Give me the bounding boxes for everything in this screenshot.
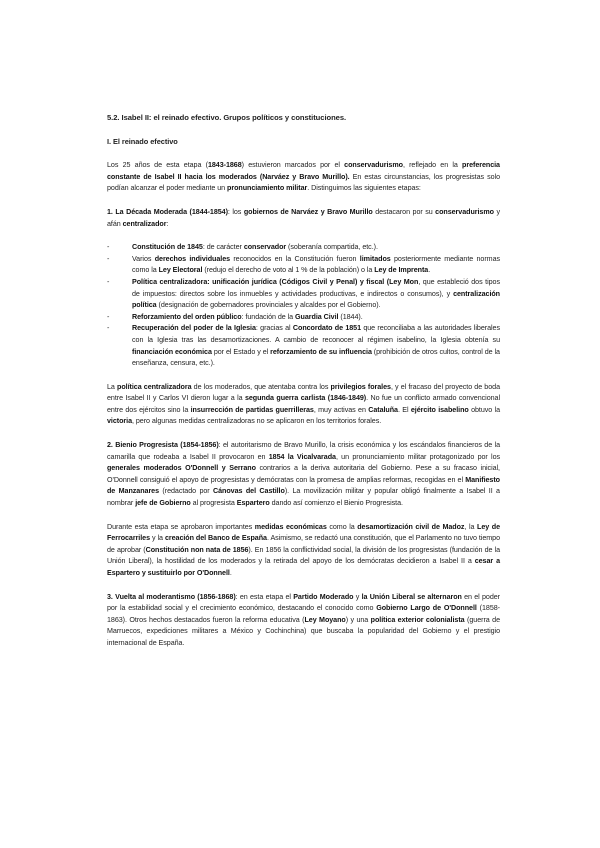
bold-run: medidas económicas [254,522,327,531]
bold-run: Gobierno Largo de O'Donnell [376,604,477,613]
bold-run: desamortización civil de Madoz [357,522,465,531]
bold-run: Constitución non nata de 1856 [145,545,249,554]
return-to-moderantism-paragraph: 3. Vuelta al moderantismo (1856-1868): en esta etapa el Partido Moderado y la Unión Liberal se alternaron en el poder por la estabilidad social y el crecimiento económico, destacando el conocido como Gobierno Largo de O'Donnell (1858-1863). Otros hechos destacados fueron la reforma educativa (Ley Moyano) y una política exterior colonialista (guerra de Marruecos, expediciones militares a México y Cochinchina) que buscaba la popularidad del Gobierno y el prestigio internacional de España. [107,592,500,647]
list-bullet: - [107,312,110,321]
bold-run: centralizador [122,219,167,228]
bold-run: Cánovas del Castillo [213,487,285,496]
bold-run: segunda guerra carlista (1846-1849) [244,394,367,403]
list-bullet: - [107,254,110,263]
bold-run: Recuperación del poder de la Iglesia [132,324,256,333]
bold-run: creación del Banco de España [164,534,267,543]
list-item-text: Recuperación del poder de la Iglesia: gracias al Concordato de 1851 que reconciliaba a las autoridades liberales con la Iglesia tras las desamortizaciones. A cambio de reconocer al régimen isabelino, la Iglesia obtenía su financiación económica por el Estado y el reforzamiento de su influencia (prohibición de otros cultos, control de la enseñanza, censura, etc.). [132,324,500,368]
bold-run: 2. Bienio Progresista (1854-1856) [107,441,219,450]
bold-run: la Vicalvarada [287,452,336,461]
list-item [107,277,500,312]
bold-run: la Unión Liberal se alternaron [361,592,462,601]
bold-run: ejército isabelino [410,405,469,414]
list-item [107,254,500,277]
list-item-text: Reforzamiento del orden público: fundación de la Guardia Civil (1844). [132,312,363,321]
bold-run: Espartero [236,499,270,508]
intro-paragraph: Los 25 años de esta etapa (1843-1868) estuvieron marcados por el conservadurismo, reflejado en la preferencia constante de Isabel II hacia los moderados (Narváez y Bravo Murillo). En estas circunstancias, los progresistas solo podían alcanzar el poder mediante un pronunciamiento militar. Distinguimos las siguientes etapas: [107,161,500,193]
bold-run: financiación económica [132,347,212,356]
bold-run: conservadurismo [435,207,494,216]
bold-run: Reforzamiento del orden público [132,312,242,321]
list-item-text: Varios derechos individuales reconocidos en la Constitución fueron limitados posteriormente mediante normas como la Ley Electoral (redujo el derecho de voto al 1 % de la población) o la Ley de Imprenta. [132,254,501,275]
bold-run: reforzamiento de su influencia [270,347,372,356]
bold-run: cesar a Espartero y sustituirlo por O'Donnell [107,557,500,577]
bold-run: pronunciamiento militar [227,184,308,193]
bold-run: Ley de Imprenta [374,266,429,275]
bold-run: Manifiesto de Manzanares [107,475,500,496]
list-bullet: - [107,324,110,333]
bold-run: Ley de Ferrocarriles [107,522,500,543]
bold-run: Cataluña [368,405,398,414]
bold-run: Partido Moderado [293,592,354,601]
bold-run: conservador [243,243,287,252]
bold-run: política exterior colonialista [370,615,465,624]
progressive-biennium-paragraph: 2. Bienio Progresista (1854-1856): el autoritarismo de Bravo Murillo, la crisis económica y los escándalos financieros de la camarilla que rodeaba a Isabel II provocaron en 1854 la Vicalvarada, un pronunciamiento militar protagonizado por los generales moderados O'Donnell y Serrano contrarios a la deriva autoritaria del Gobierno. Pese a su fracaso inicial, O'Donnell consiguió el apoyo de progresistas y demócratas con la promesa de amplias reformas, recogidas en el Manifiesto de Manzanares (redactado por Cánovas del Castillo). La movilización militar y popular obligó finalmente a Isabel II a nombrar jefe de Gobierno al progresista Espartero dando así comienzo el Bienio Progresista. [107,441,501,508]
carlist-war-paragraph: La política centralizadora de los moderados, que atentaba contra los privilegios forales, y el fracaso del proyecto de boda entre Isabel II y Carlos VI dieron lugar a la segunda guerra carlista (1846-1849). No fue un conflicto armado convencional entre dos ejércitos sino la insurrección de partidas guerrilleras, muy activas en Cataluña. El ejército isabelino obtuvo la victoria, pero algunas medidas centralizadoras no se aplicaron en los territorios forales. [107,382,501,426]
list-item [107,323,500,369]
moderate-decade-list [107,242,500,370]
list-item-text: Política centralizadora: unificación jurídica (Códigos Civil y Penal) y fiscal (Ley Mon, que estableció dos tipos de impuestos: directos sobre los inmuebles y actividades productivas, e indirectos o consumos), y centralización política (designación de gobernadores provinciales y alcaldes por el Gobierno). [132,277,500,310]
economic-measures-paragraph: Durante esta etapa se aprobaron importantes medidas económicas como la desamortización civil de Madoz, la Ley de Ferrocarriles y la creación del Banco de España. Asimismo, se redactó una constitución, que el Parlamento no tuvo tiempo de aprobar (Constitución non nata de 1856). En 1856 la conflictividad social, la división de los progresistas (fundación de la Unión Liberal), la hostilidad de los moderados y la retirada del apoyo de los demócratas decidieron a Isabel II a cesar a Espartero y sustituirlo por O'Donnell. [107,522,501,577]
bold-run: Ley Electoral [158,266,203,275]
bold-run: Política centralizadora: unificación jurídica (Códigos Civil y Penal) y fiscal (Ley Mon [132,277,419,286]
bold-run: gobiernos de Narváez y Bravo Murillo [243,207,373,216]
bold-run: victoria [107,417,133,426]
bold-run: Constitución de 1845 [132,243,203,252]
document-body [107,112,500,662]
list-bullet: - [107,243,110,252]
bold-run: generales moderados O'Donnell y Serrano [107,464,256,473]
bold-run: privilegios forales [330,382,391,391]
moderate-decade-heading-paragraph: 1. La Década Moderada (1844-1854): los gobiernos de Narváez y Bravo Murillo destacaron por su conservadurismo y afán centralizador: [107,207,500,228]
bold-run: política centralizadora [117,382,192,391]
document-title: 5.2. Isabel II: el reinado efectivo. Grupos políticos y constituciones. [107,113,347,122]
bold-run: insurrección de partidas guerrilleras [190,405,314,414]
bold-run: preferencia constante de Isabel II hacia los moderados (Narváez y Bravo Murillo). [107,161,500,181]
bold-run: conservadurismo [344,161,403,170]
bold-run: 1843-1868 [207,161,242,170]
bold-run: jefe de Gobierno [135,499,191,508]
list-item [107,242,500,254]
list-item-text: Constitución de 1845: de carácter conservador (soberanía compartida, etc.). [132,243,378,252]
list-item [107,312,500,324]
bold-run: 1854 [268,452,285,461]
bold-run: 3. Vuelta al moderantismo (1856-1868) [107,592,236,601]
bold-run: Guardia Civil [295,312,339,321]
bold-run: centralización política [132,289,500,310]
bold-run: derechos individuales [154,254,231,263]
bold-run: 1. La Década Moderada (1844-1854) [107,207,228,216]
list-bullet: - [107,277,110,286]
bold-run: Concordato de 1851 [292,324,362,333]
bold-run: Ley Moyano [304,615,346,624]
bold-run: limitados [359,254,391,263]
section-heading: I. El reinado efectivo [107,136,178,146]
